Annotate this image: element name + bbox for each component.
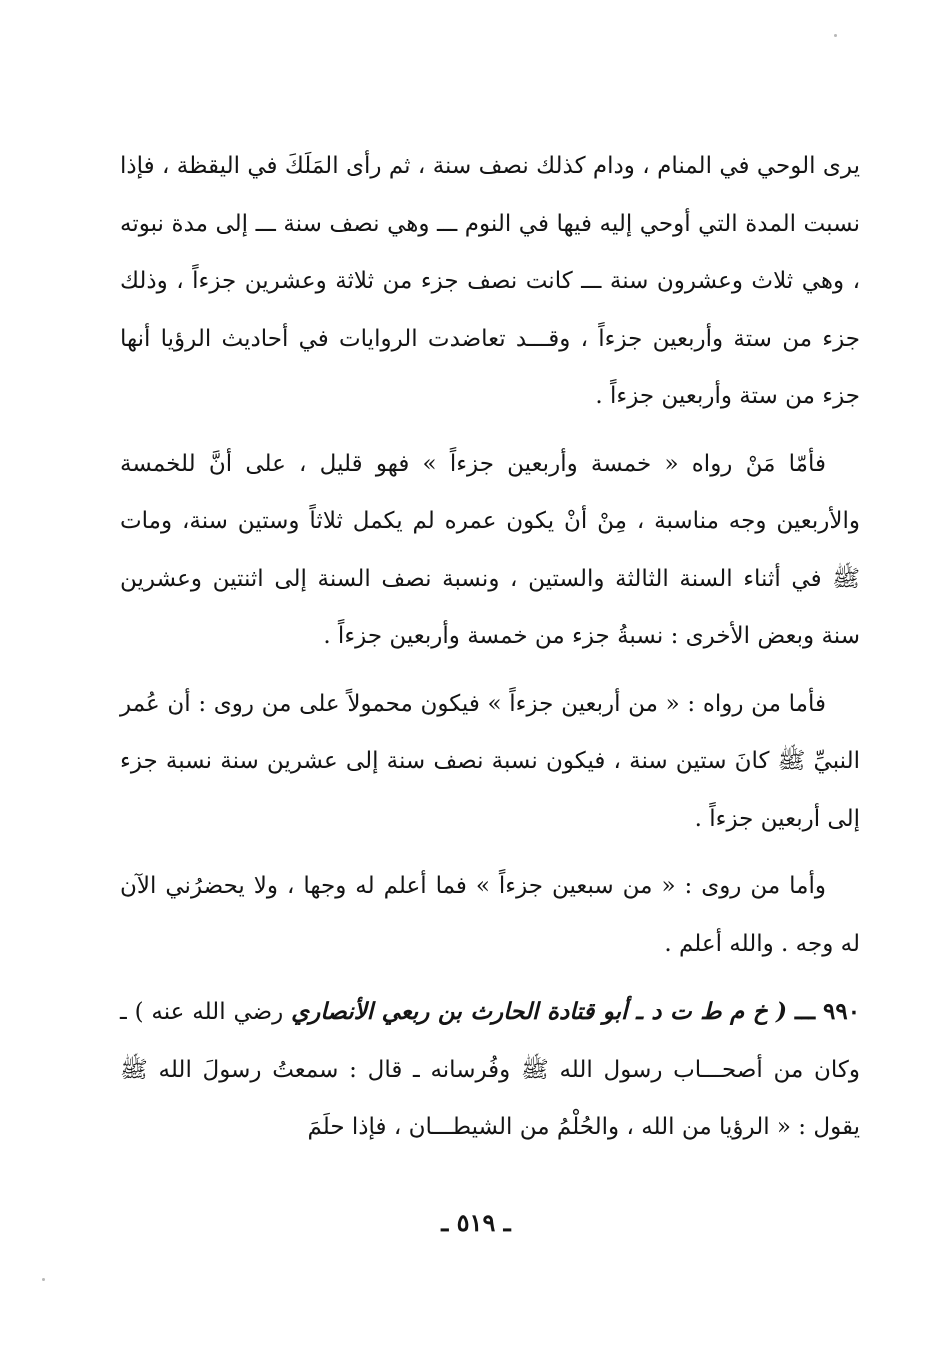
text-line: فأما من رواه : « من أربعين جزءاً » فيكون محمولاً على من روى : أن [167,690,826,717]
text-line: فأمّا مَنْ رواه « خمسة وأربعين جزءاً » فهو قليل ، على أنَّ للخمسة [120,450,826,477]
text-line: رضي [233,999,284,1025]
page-speck [834,34,837,37]
text-line: ﷺ في أثناء السنة الثالثة والستين ، ونسبة نصف السنة إلى اثنتين وعشرين سنة [120,565,860,649]
text-line: رسولَ الله ﷺ يقول : « الرؤيا من الله ، والحُلْمُ من الشيطـــان ، فإذا حلَمَ [120,1056,860,1140]
hadith-entry [120,983,860,1157]
paragraph-2 [120,436,860,666]
text-line: يرى الوحي في المنام ، ودام كذلك نصف سنة ، ثم رأى المَلَكَ في اليقظة ، [162,153,860,179]
hadith-sources: ( خ م ط ت د ـ أبو قتادة الحارث بن ربعي الأنصاري [291,998,788,1025]
text-line: فإذا نسبت المدة التي أوحي إليه فيها في النوم ـــ وهي نصف سنة ـــ إلى مدة [120,153,861,237]
text-line: نبوته ، وهي ثلاث وعشرون سنة ـــ كانت نصف جزء من ثلاثة وعشرين [120,210,861,294]
page-speck [42,1278,45,1281]
text-line: عُمر النبيِّ ﷺ كانَ ستين سنة ، فيكون نسبة نصف سنة إلى عشرين سنة [120,690,860,774]
text-line: جزءاً ، وذلك جزء من ستة وأربعين جزءاً ، وقـــد تعاضدت الروايات في [120,268,860,352]
text-line: وبعض الأخرى : نسبةُ جزء من خمسة وأربعين جزءاً . [323,623,815,649]
text-line: الله عنه ) ـ وكان من أصحـــاب رسول الله ﷺ وفُرسانه ـ قال : سمعتُ [120,999,860,1083]
hadith-dash: ـــ [794,998,816,1025]
main-text [120,138,860,1157]
paragraph-3 [120,676,860,849]
page-number: ـ ٥١٩ ـ [441,1208,511,1237]
hadith-number: ٩٩٠ [823,998,861,1025]
text-line: والأربعين وجه مناسبة ، مِنْ أنْ يكون عمره لم يكمل ثلاثاً وستين سنة، ومات [120,508,860,534]
paragraph-4 [120,858,860,973]
text-line: أحاديث الرؤيا أنها جزء من ستة وأربعين جزءاً . [120,325,860,409]
paragraph-1 [120,138,860,426]
text-line: الآن له وجه . والله أعلم . [120,873,860,957]
text-line: نسبة جزء إلى أربعين جزءاً . [120,748,860,832]
text-line: وأما من روى : « من سبعين جزءاً » فما أعلم له وجها ، ولا يحضرُني [165,873,826,899]
